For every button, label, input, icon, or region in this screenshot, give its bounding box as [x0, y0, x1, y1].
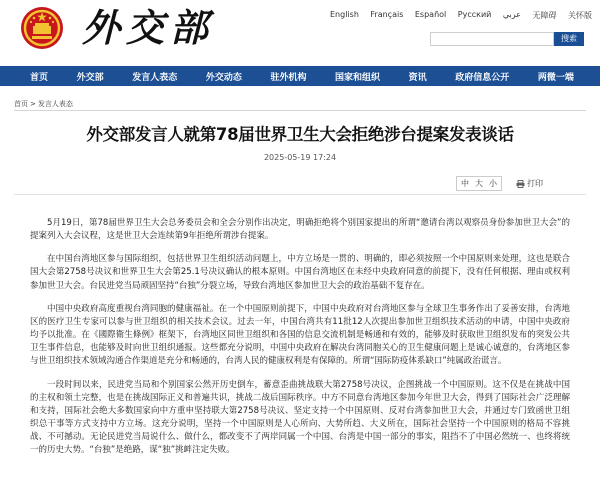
breadcrumb-separator: > — [30, 100, 36, 108]
national-emblem-icon[interactable] — [20, 6, 64, 50]
language-bar — [330, 10, 592, 21]
accessibility-link[interactable]: 无障碍 — [532, 11, 557, 20]
main-nav — [0, 66, 600, 86]
article-tools — [456, 176, 543, 191]
lang-arabic[interactable]: عربي — [502, 10, 521, 19]
article-date: 2025-05-19 17:24 — [263, 153, 337, 162]
font-size-large[interactable]: 大 — [475, 179, 483, 188]
article-paragraph: 一段时间以来，民进党当局和个别国家公然开历史倒车，蓄意歪曲挑战联大第2758号决议，企图挑战一个中国原则。这不仅是在挑战中国的主权和领土完整，也是在挑战国际正义和普遍共识，挑战二战后国际秩序。中方不同意台湾地区参加今年世卫大会，得到了国际社会广泛理解和支持，国际社会绝大多数国家向中方重申坚持联大第2758号决议、坚定支持一个中国原则、反对台湾参加世卫大会，并通过专门致函世卫组织总干事等方式支持中方立场。这充分说明，坚持一个中国原则是人心所向、大势所趋、大义所在，国际社会坚持一个中国原则的格局不容挑战、不可撼动。无论民进党当局说什么、做什么，都改变不了两岸同属一个中国、台湾是中国一部分的事实，阻挡不了中国必然统一、也终将统一的历史大势。“台独”是绝路，谋“独”挑衅注定失败。 — [30, 379, 570, 455]
article-paragraph: 5月19日，第78届世界卫生大会总务委员会和全会分别作出决定，明确拒绝将个别国家提出的所谓“邀请台湾以观察员身份参加世卫大会”的提案列入大会议程，这是世卫大会连续第9年拒绝所谓涉台提案。 — [30, 218, 570, 242]
font-size-small[interactable]: 小 — [489, 179, 497, 188]
article-paragraph: 中国中央政府高度重视台湾同胞的健康福祉。在一个中国原则前提下，中国中央政府对台湾地区参与全球卫生事务作出了妥善安排，台湾地区的医疗卫生专家可以参与世卫组织的相关技术会议。过去一年，中国台湾共有11批12人次提出参加世卫组织技术活动的申请，中国中央政府均予以批准。在《國際衛生條例》框架下，台湾地区同世卫组织和各国的信息交流机制是畅通和有效的，能够及时获取世卫组织发布的突发公共卫生事件信息，也能够及时向世卫组织通报。这些都充分说明，中国中央政府在解决台湾同胞关心的卫生健康问题上是诚心诚意的，台湾地区参与世卫组织技术领域沟通合作渠道是充分和畅通的，台湾人民的健康权利是有保障的。所谓“国际防疫体系缺口”纯属政治谎言。 — [30, 303, 570, 367]
lang-french[interactable]: Français — [370, 10, 404, 19]
breadcrumb-home[interactable]: 首页 — [14, 100, 28, 108]
print-label: 打印 — [527, 179, 543, 188]
font-size-medium[interactable]: 中 — [461, 179, 469, 188]
font-size-selector — [456, 176, 502, 191]
nav-item-diplomatic-news[interactable]: 外交动态 — [205, 72, 242, 83]
lang-spanish[interactable]: Español — [414, 10, 447, 19]
article-body — [30, 217, 570, 467]
nav-item-missions[interactable]: 驻外机构 — [270, 72, 307, 83]
article-divider — [14, 194, 586, 195]
nav-item-spokesperson[interactable]: 发言人表态 — [132, 72, 178, 83]
nav-item-countries[interactable]: 国家和组织 — [335, 72, 381, 83]
breadcrumb — [14, 99, 73, 109]
site-header — [0, 0, 600, 66]
article-title: 外交部发言人就第78届世界卫生大会拒绝涉台提案发表谈话 — [86, 125, 514, 144]
breadcrumb-divider — [14, 110, 586, 111]
nav-item-home[interactable]: 首页 — [30, 72, 49, 83]
nav-item-information[interactable]: 资讯 — [408, 72, 427, 83]
care-version-link[interactable]: 关怀版 — [567, 11, 592, 20]
lang-russian[interactable]: Русский — [457, 10, 492, 19]
nav-item-gov-disclosure[interactable]: 政府信息公开 — [455, 72, 510, 83]
lang-english[interactable]: English — [330, 10, 359, 19]
nav-item-social[interactable]: 两微一端 — [537, 72, 574, 83]
breadcrumb-section[interactable]: 发言人表态 — [37, 100, 73, 108]
printer-icon — [516, 180, 525, 188]
nav-item-ministry[interactable]: 外交部 — [76, 72, 104, 83]
site-logo-text[interactable]: 外交部 — [82, 5, 215, 50]
article-paragraph: 在中国台湾地区参与国际组织，包括世界卫生组织活动问题上，中方立场是一贯的、明确的，即必须按照一个中国原则来处理，这也是联合国大会第2758号决议和世界卫生大会第25.1号决议确认的根本原则。中国台湾地区在未经中央政府同意的前提下，没有任何根据、理由或权利参加世卫大会。台民进党当局顽固坚持“台独”分裂立场，导致台湾地区参加世卫大会的政治基础不复存在。 — [30, 254, 570, 291]
search-input[interactable] — [430, 32, 554, 46]
print-button[interactable] — [516, 178, 543, 189]
search-button[interactable]: 搜索 — [554, 32, 584, 46]
